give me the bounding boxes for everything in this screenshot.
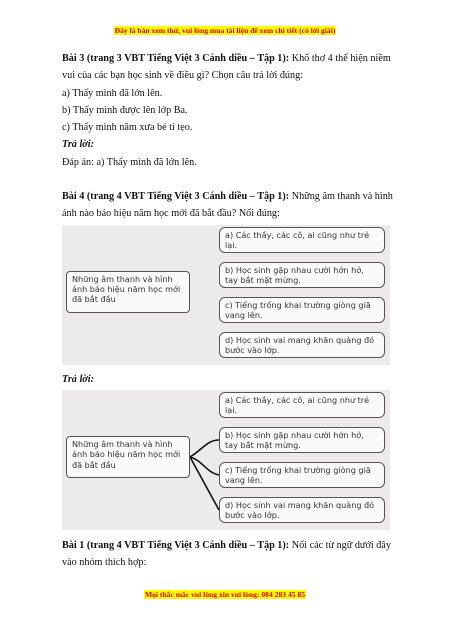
q1-prompt: [62, 537, 398, 572]
q3-option-c: c) Thấy mình năm xưa bé tí tẹo.: [62, 122, 193, 134]
q4-left-box: Những âm thanh và hình ảnh báo hiệu năm học mới đã bắt đầu: [66, 271, 190, 313]
q3-option-b: b) Thấy mình được lên lớp Ba.: [62, 104, 188, 116]
q3-answer-label: Trả lời:: [62, 139, 94, 151]
q3-title: Bài 3 (trang 3 VBT Tiếng Việt 3 Cánh diều – Tập 1):: [62, 53, 290, 64]
q4-answer-option-a: a) Các thầy, các cô, ai cũng như trẻ lại.: [219, 392, 385, 418]
q4-prompt: [62, 188, 398, 223]
q4-answer-figure: [62, 390, 390, 530]
q1-title: Bài 1 (trang 4 VBT Tiếng Việt 3 Cánh diều – Tập 1):: [62, 539, 290, 551]
q4-answer-option-d: d) Học sinh vai mang khăn quàng đỏ bước vào lớp.: [219, 497, 385, 523]
q1-question: Nối các từ ngữ dưới đây vào nhóm thích hợp:: [62, 539, 391, 569]
connector-line-d: [190, 457, 219, 510]
preview-notice-banner: [0, 26, 450, 35]
q3-prompt: [62, 50, 398, 85]
q4-option-d: d) Học sinh vai mang khăn quàng đỏ bước vào lớp.: [219, 332, 385, 358]
q3-option-a: a) Thấy mình đã lớn lên.: [62, 87, 163, 99]
contact-text: Mọi thắc mắc vui lòng xin vui lòng: 084 283 45 85: [144, 590, 306, 599]
q4-answer-option-b: b) Học sinh gặp nhau cười hớn hở, tay bắt mặt mừng.: [219, 427, 385, 453]
connector-line-b: [190, 440, 219, 457]
q4-option-c: c) Tiếng trống khai trường giòng giã vang lên.: [219, 297, 385, 323]
q4-question: Những âm thanh và hình ảnh nào báo hiệu năm học mới đã bắt đầu? Nối đúng:: [62, 191, 393, 220]
q4-title: Bài 4 (trang 4 VBT Tiếng Việt 3 Cánh diều – Tập 1):: [62, 191, 290, 203]
q4-option-a: a) Các thầy, các cô, ai cũng như trẻ lại.: [219, 227, 385, 253]
q3-question: Khổ thơ 4 thể hiện niềm vui của các bạn học sinh về điều gì? Chọn câu trả lời đúng:: [62, 53, 391, 82]
q4-answer-left-box: Những âm thanh và hình ảnh báo hiệu năm học mới đã bắt đầu: [66, 436, 190, 478]
q4-option-b: b) Học sinh gặp nhau cười hớn hở, tay bắt mặt mừng.: [219, 262, 385, 288]
contact-banner: [0, 590, 450, 599]
document-content: [62, 50, 398, 572]
q4-matching-figure: [62, 225, 390, 365]
q4-answer-label: Trả lời:: [62, 373, 94, 385]
q3-answer: Đáp án: a) Thấy mình đã lớn lên.: [62, 156, 197, 168]
preview-notice-text: Đây là bản xem thử, vui lòng mua tài liệu để xem chi tiết (có lời giải): [114, 26, 336, 35]
q4-answer-option-c: c) Tiếng trống khai trường giòng giã vang lên.: [219, 462, 385, 488]
